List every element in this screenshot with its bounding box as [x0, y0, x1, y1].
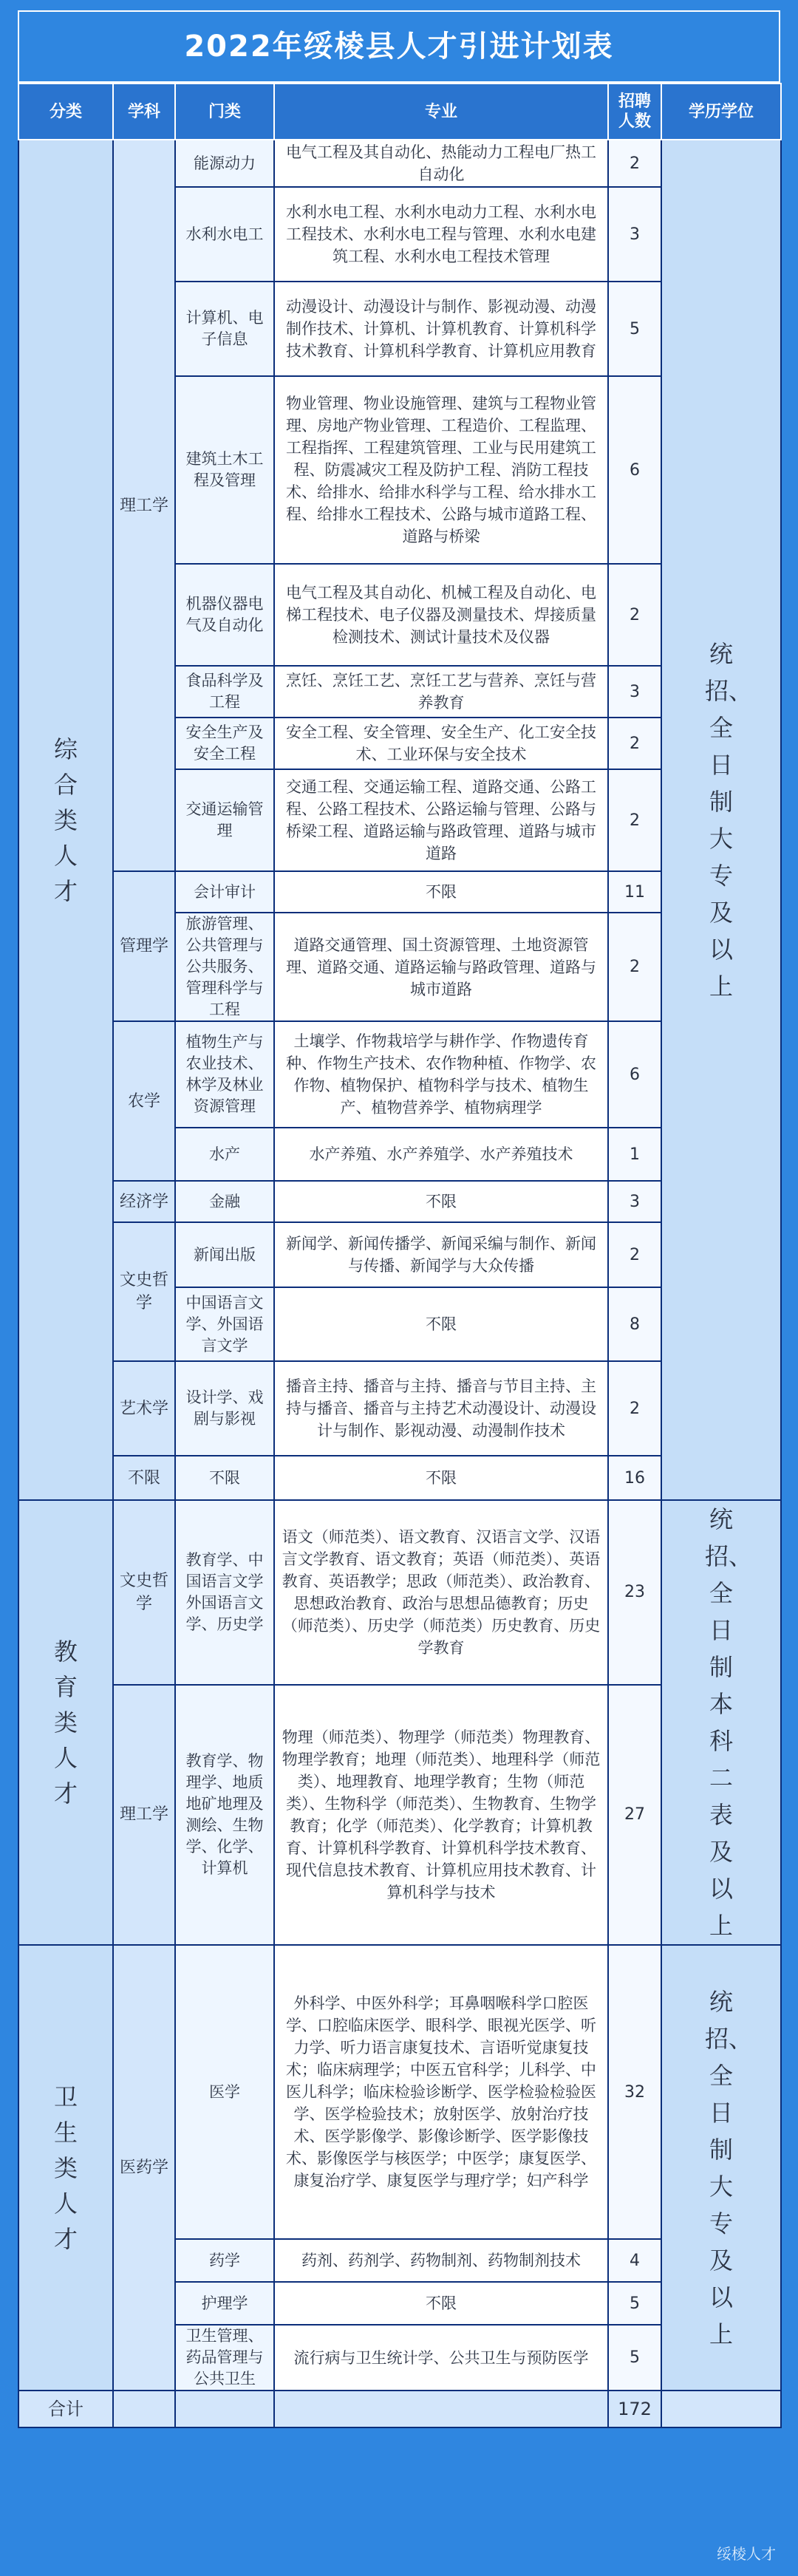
count-cell: 2 [608, 564, 661, 666]
count-cell: 27 [608, 1685, 661, 1945]
class-cell: 会计审计 [175, 871, 274, 913]
class-cell: 机器仪器电气及自动化 [175, 564, 274, 666]
major-cell: 外科学、中医外科学；耳鼻咽喉科学口腔医学、口腔临床医学、眼科学、眼视光医学、听力学、听力语言康复技术、言语听觉康复技术；临床病理学；中医五官科学；儿科学、中医儿科学；临床检验诊断学、医学检验检验医学、医学检验技术；放射医学、放射治疗技术、医学影像学、影像诊断学、医学影像技术、影像医学与核医学；中医学；康复医学、康复治疗学、康复医学与理疗学；妇产科学 [274, 1945, 608, 2239]
count-cell: 8 [608, 1287, 661, 1361]
header-class: 门类 [175, 84, 274, 140]
total-empty-3 [274, 2391, 608, 2427]
subject-cell: 医药学 [113, 1945, 175, 2391]
header-subject: 学科 [113, 84, 175, 140]
count-cell: 5 [608, 282, 661, 376]
subject-cell: 理工学 [113, 1685, 175, 1945]
count-cell: 3 [608, 1181, 661, 1222]
header-category: 分类 [18, 84, 113, 140]
subject-cell: 理工学 [113, 140, 175, 871]
major-cell: 水产养殖、水产养殖学、水产养殖技术 [274, 1128, 608, 1181]
table-row [18, 1500, 781, 1685]
count-cell: 5 [608, 2325, 661, 2391]
major-cell: 药剂、药剂学、药物制剂、药物制剂技术 [274, 2239, 608, 2282]
page-title: 2022年绥棱县人才引进计划表 [18, 10, 780, 83]
count-cell: 11 [608, 871, 661, 913]
category-label: 卫生类人才 [53, 2082, 78, 2253]
education-label: 统招、全日制大专及以上 [705, 639, 753, 1001]
education-label: 统招、全日制本科二表及以上 [705, 1505, 753, 1940]
count-cell: 3 [608, 666, 661, 718]
major-cell: 不限 [274, 1181, 608, 1222]
subject-cell: 农学 [113, 1021, 175, 1181]
subject-cell: 经济学 [113, 1181, 175, 1222]
header-row [18, 84, 781, 140]
category-cell [18, 140, 113, 1500]
category-cell [18, 1945, 113, 2391]
table-body [18, 140, 781, 2427]
subject-cell: 不限 [113, 1456, 175, 1500]
count-cell: 2 [608, 769, 661, 871]
header-education: 学历学位 [661, 84, 781, 140]
class-cell: 水产 [175, 1128, 274, 1181]
total-count: 172 [608, 2391, 661, 2427]
class-cell: 食品科学及工程 [175, 666, 274, 718]
count-cell: 6 [608, 376, 661, 564]
subject-cell: 艺术学 [113, 1361, 175, 1456]
class-cell: 建筑土木工程及管理 [175, 376, 274, 564]
class-cell: 安全生产及安全工程 [175, 718, 274, 769]
total-label: 合计 [18, 2391, 113, 2427]
table-frame [18, 10, 780, 2428]
major-cell: 道路交通管理、国土资源管理、土地资源管理、道路交通、道路运输与路政管理、道路与城市道路 [274, 913, 608, 1021]
class-cell: 教育学、中国语言文学外国语言文学、历史学 [175, 1500, 274, 1685]
count-cell: 5 [608, 2282, 661, 2325]
category-label: 综合类人才 [53, 735, 78, 905]
major-cell: 不限 [274, 871, 608, 913]
count-cell: 1 [608, 1128, 661, 1181]
education-cell [661, 140, 781, 1500]
major-cell: 流行病与卫生统计学、公共卫生与预防医学 [274, 2325, 608, 2391]
class-cell: 计算机、电子信息 [175, 282, 274, 376]
class-cell: 交通运输管理 [175, 769, 274, 871]
education-cell [661, 1500, 781, 1945]
major-cell: 不限 [274, 1456, 608, 1500]
header-count: 招聘人数 [608, 84, 661, 140]
class-cell: 护理学 [175, 2282, 274, 2325]
total-row [18, 2391, 781, 2427]
count-cell: 3 [608, 187, 661, 282]
class-cell: 旅游管理、公共管理与公共服务、管理科学与工程 [175, 913, 274, 1021]
major-cell: 交通工程、交通运输工程、道路交通、公路工程、公路工程技术、公路运输与管理、公路与桥梁工程、道路运输与路政管理、道路与城市道路 [274, 769, 608, 871]
class-cell: 卫生管理、药品管理与公共卫生 [175, 2325, 274, 2391]
category-cell [18, 1500, 113, 1945]
major-cell: 土壤学、作物栽培学与耕作学、作物遗传育种、作物生产技术、农作物种植、作物学、农作物、植物保护、植物科学与技术、植物生产、植物营养学、植物病理学 [274, 1021, 608, 1128]
subject-cell: 文史哲学 [113, 1500, 175, 1685]
major-cell: 不限 [274, 2282, 608, 2325]
class-cell: 植物生产与农业技术、林学及林业资源管理 [175, 1021, 274, 1128]
table-row [18, 1945, 781, 2239]
count-cell: 23 [608, 1500, 661, 1685]
class-cell: 新闻出版 [175, 1222, 274, 1287]
class-cell: 中国语言文学、外国语言文学 [175, 1287, 274, 1361]
class-cell: 金融 [175, 1181, 274, 1222]
major-cell: 物理（师范类）、物理学（师范类）物理教育、物理学教育；地理（师范类）、地理科学（师范类）、地理教育、地理学教育；生物（师范类）、生物科学（师范类）、生物教育、生物学教育；化学（师范类）、化学教育；计算机教育、计算机科学教育、计算机科学技术教育、现代信息技术教育、计算机应用技术教育、计算机科学与技术 [274, 1685, 608, 1945]
education-label: 统招、全日制大专及以上 [705, 1987, 753, 2348]
major-cell: 语文（师范类）、语文教育、汉语言文学、汉语言文学教育、语文教育；英语（师范类）、英语教育、英语教学；思政（师范类）、政治教育、思想政治教育、政治与思想品德教育；历史（师范类）、历史学（师范类）历史教育、历史学教育 [274, 1500, 608, 1685]
recruitment-table [18, 83, 782, 2428]
count-cell: 2 [608, 1222, 661, 1287]
major-cell: 物业管理、物业设施管理、建筑与工程物业管理、房地产物业管理、工程造价、工程监理、工程指挥、工程建筑管理、工业与民用建筑工程、防震减灾工程及防护工程、消防工程技术、给排水、给排水科学与工程、给水排水工程、给排水工程技术、公路与城市道路工程、道路与桥梁 [274, 376, 608, 564]
subject-cell: 文史哲学 [113, 1222, 175, 1361]
major-cell: 烹饪、烹饪工艺、烹饪工艺与营养、烹饪与营养教育 [274, 666, 608, 718]
total-empty-1 [113, 2391, 175, 2427]
count-cell: 2 [608, 1361, 661, 1456]
table-row [18, 140, 781, 187]
education-cell [661, 1945, 781, 2391]
major-cell: 安全工程、安全管理、安全生产、化工安全技术、工业环保与安全技术 [274, 718, 608, 769]
count-cell: 2 [608, 718, 661, 769]
major-cell: 不限 [274, 1287, 608, 1361]
major-cell: 动漫设计、动漫设计与制作、影视动漫、动漫制作技术、计算机、计算机教育、计算机科学技术教育、计算机科学教育、计算机应用教育 [274, 282, 608, 376]
count-cell: 4 [608, 2239, 661, 2282]
total-empty-2 [175, 2391, 274, 2427]
major-cell: 新闻学、新闻传播学、新闻采编与制作、新闻与传播、新闻学与大众传播 [274, 1222, 608, 1287]
count-cell: 2 [608, 140, 661, 187]
count-cell: 6 [608, 1021, 661, 1128]
count-cell: 32 [608, 1945, 661, 2239]
class-cell: 不限 [175, 1456, 274, 1500]
class-cell: 能源动力 [175, 140, 274, 187]
major-cell: 电气工程及其自动化、机械工程及自动化、电梯工程技术、电子仪器及测量技术、焊接质量检测技术、测试计量技术及仪器 [274, 564, 608, 666]
class-cell: 设计学、戏剧与影视 [175, 1361, 274, 1456]
total-empty-4 [661, 2391, 781, 2427]
class-cell: 水利水电工 [175, 187, 274, 282]
subject-cell: 管理学 [113, 871, 175, 1021]
category-label: 教育类人才 [53, 1638, 78, 1807]
major-cell: 播音主持、播音与主持、播音与节目主持、主持与播音、播音与主持艺术动漫设计、动漫设计与制作、影视动漫、动漫制作技术 [274, 1361, 608, 1456]
class-cell: 教育学、物理学、地质地矿地理及测绘、生物学、化学、计算机 [175, 1685, 274, 1945]
watermark: 绥棱人才 [717, 2545, 776, 2563]
major-cell: 电气工程及其自动化、热能动力工程电厂热工自动化 [274, 140, 608, 187]
count-cell: 16 [608, 1456, 661, 1500]
class-cell: 药学 [175, 2239, 274, 2282]
major-cell: 水利水电工程、水利水电动力工程、水利水电工程技术、水利水电工程与管理、水利水电建筑工程、水利水电工程技术管理 [274, 187, 608, 282]
count-cell: 2 [608, 913, 661, 1021]
header-major: 专业 [274, 84, 608, 140]
class-cell: 医学 [175, 1945, 274, 2239]
